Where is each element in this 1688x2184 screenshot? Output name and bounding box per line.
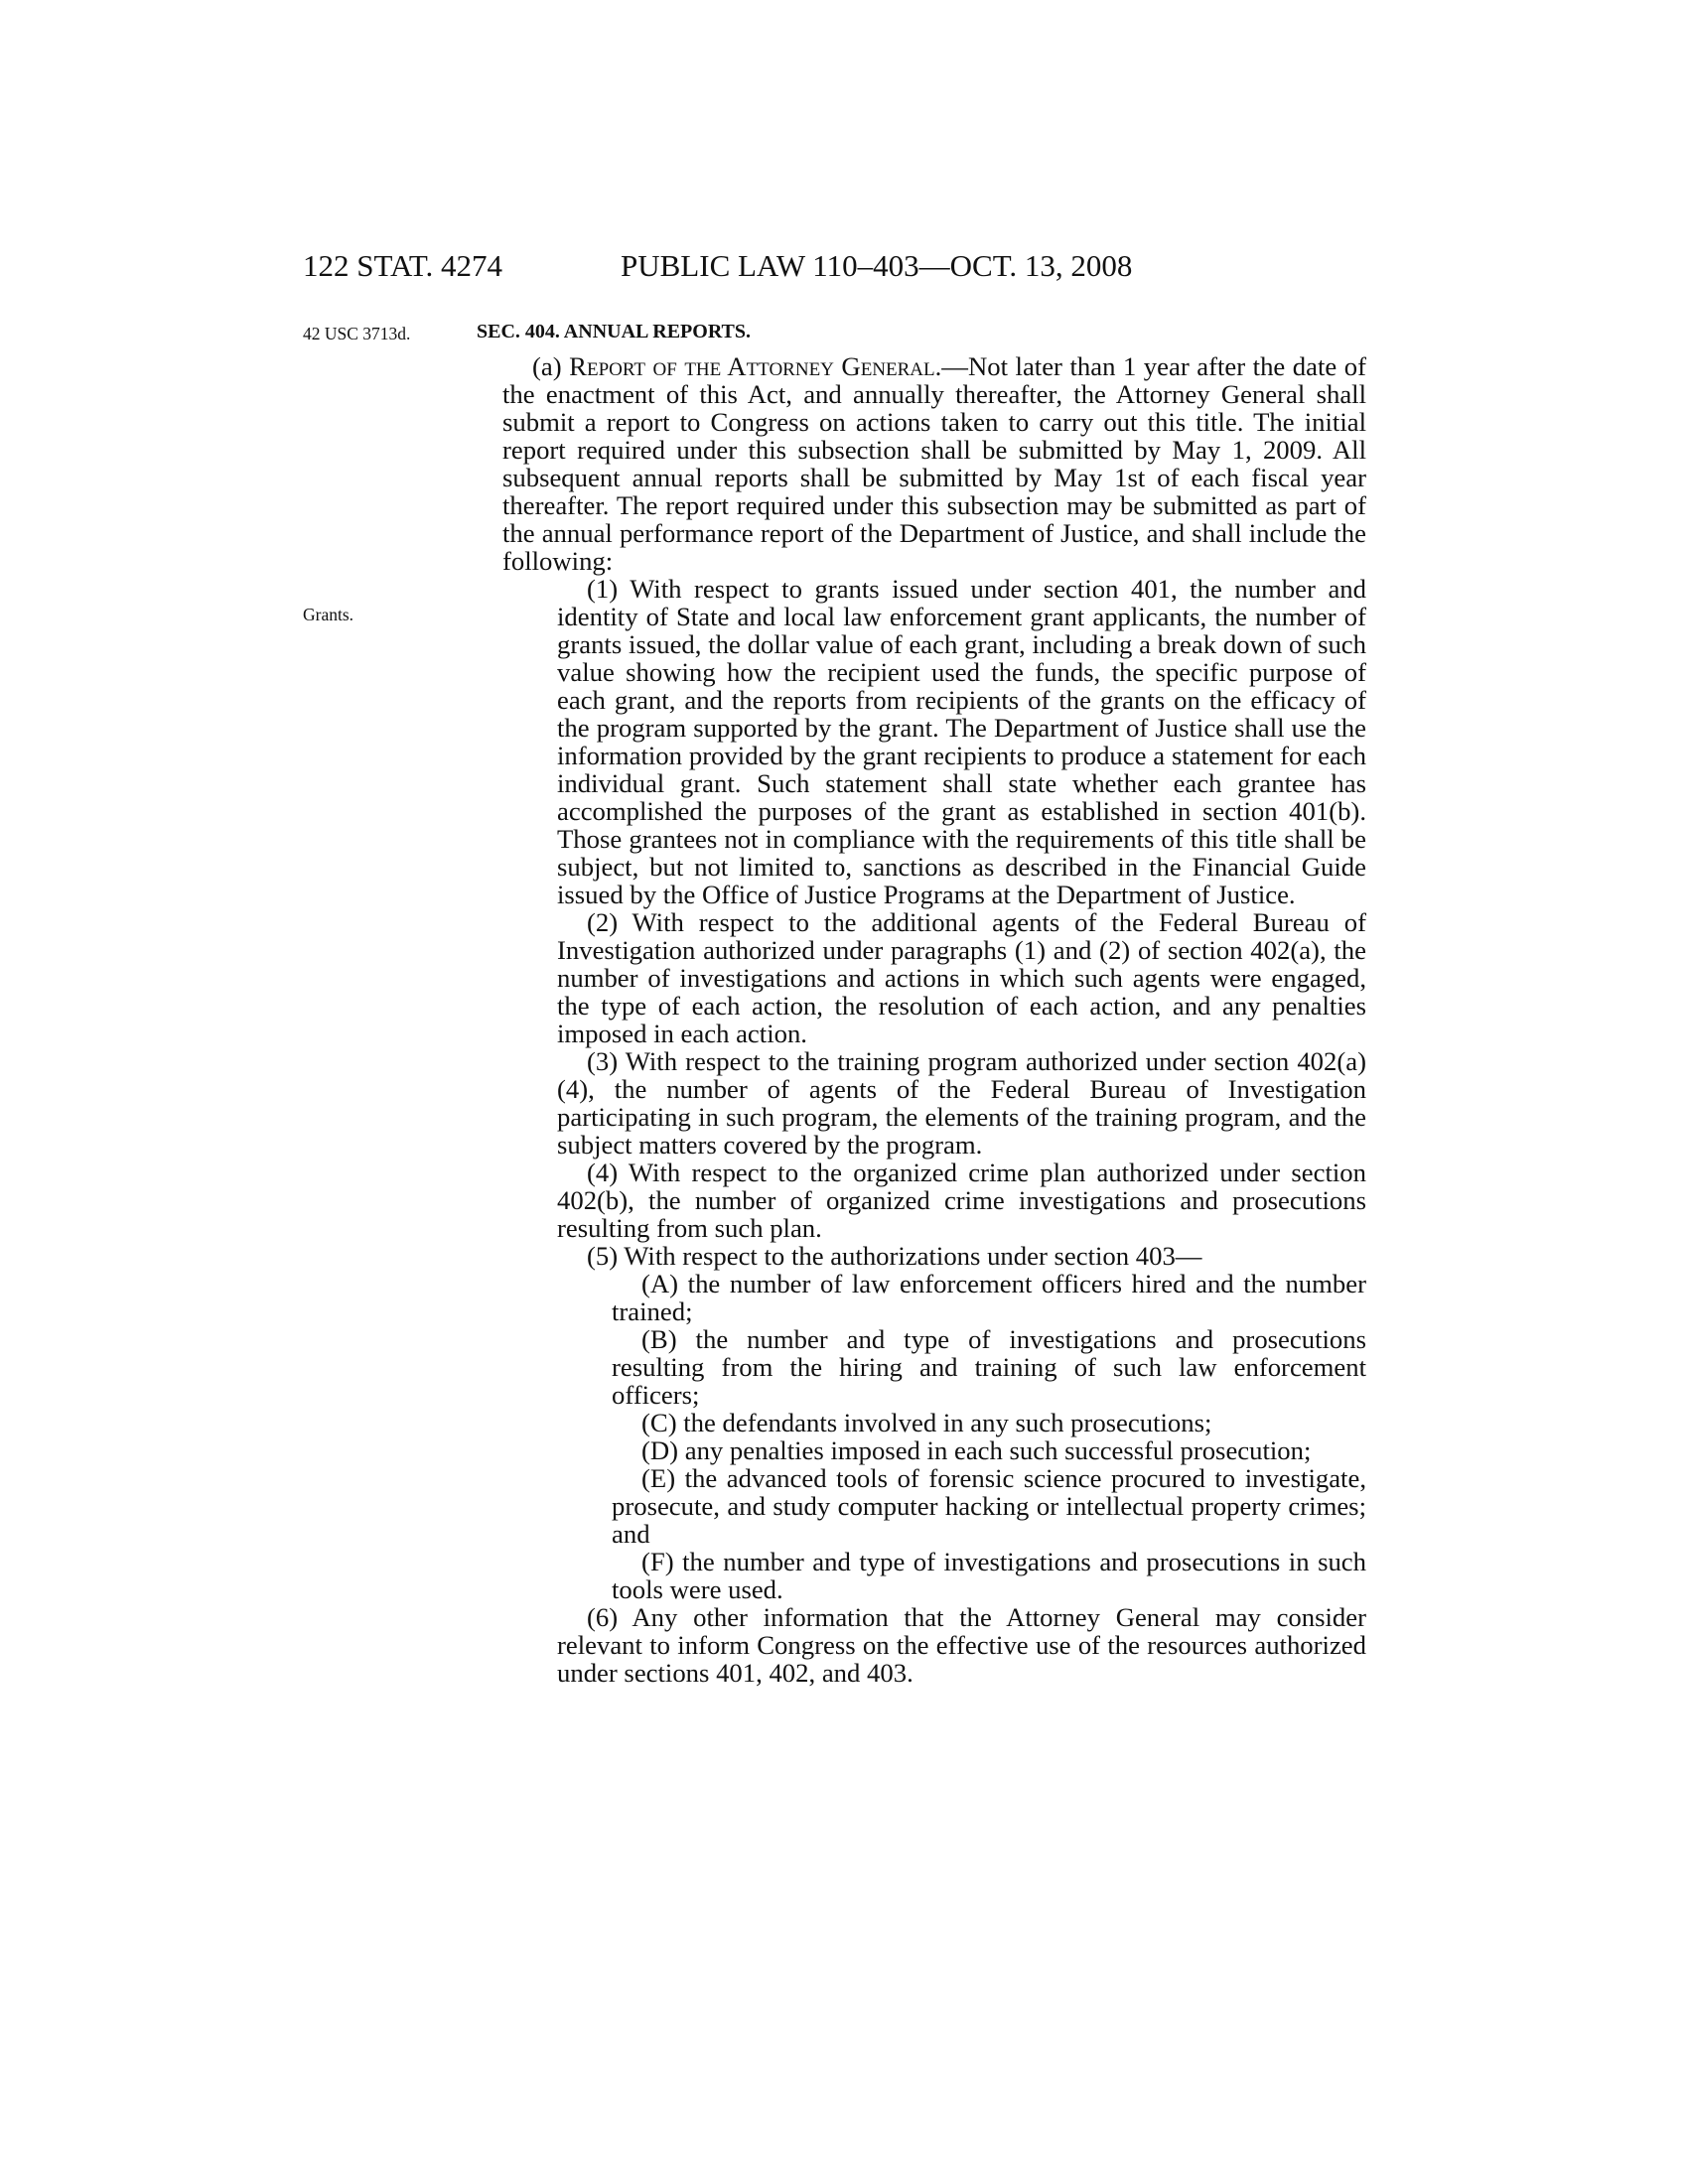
section-body bbox=[502, 352, 1366, 1687]
paragraph-1: (1) With respect to grants issued under section 401, the number and identity of State and local law enforcement grant applicants, the number of grants issued, the dollar value of each grant, including a break down of such value showing how the recipient used the funds, the specific purpose of each grant, and the reports from recipients of the grants on the efficacy of the program supported by the grant. The Department of Justice shall use the information provided by the grant recipients to produce a statement for each individual grant. Such statement shall state whether each grantee has accomplished the purposes of the grant as established in section 401(b). Those grantees not in compliance with the requirements of this title shall be subject, but not limited to, sanctions as described in the Financial Guide issued by the Office of Justice Programs at the Department of Justice. bbox=[557, 574, 1366, 909]
paragraph-6: (6) Any other information that the Attorney General may consider relevant to inform Congress on the effective use of the resources authorized under sections 401, 402, and 403. bbox=[557, 1602, 1366, 1688]
subparagraph-f: (F) the number and type of investigations and prosecutions in such tools were used. bbox=[612, 1547, 1366, 1604]
subparagraph-c: (C) the defendants involved in any such prosecutions; bbox=[641, 1408, 1212, 1437]
subsection-a-text: .—Not later than 1 year after the date of the enactment of this Act, and annually thereafter, the Attorney General shall submit a report to Congress on actions taken to carry out this title. The initial report required under this subsection shall be submitted by May 1, 2009. All subsequent annual reports shall be submitted by May 1st of each fiscal year thereafter. The report required under this subsection may be submitted as part of the annual performance report of the Department of Justice, and shall include the following: bbox=[502, 351, 1366, 576]
stat-page-number: 122 STAT. 4274 bbox=[303, 248, 503, 283]
subparagraph-b: (B) the number and type of investigations and prosecutions resulting from the hiring and training of such law enforcement officers; bbox=[612, 1324, 1366, 1410]
subparagraph-e: (E) the advanced tools of forensic science procured to investigate, prosecute, and study computer hacking or intellectual property crimes; and bbox=[612, 1463, 1366, 1549]
subsection-a-heading: Report of the Attorney General bbox=[569, 351, 935, 381]
section-title: SEC. 404. ANNUAL REPORTS. bbox=[477, 321, 752, 342]
paragraph-5: (5) With respect to the authorizations under section 403— bbox=[587, 1241, 1202, 1271]
paragraph-4: (4) With respect to the organized crime plan authorized under section 402(b), the number of organized crime investigations and prosecutions resulting from such plan. bbox=[557, 1158, 1366, 1243]
paragraph-2: (2) With respect to the additional agents of the Federal Bureau of Investigation authorized under paragraphs (1) and (2) of section 402(a), the number of investigations and actions in which such agents were engaged, the type of each action, the resolution of each action, and any penalties imposed in each action. bbox=[557, 907, 1366, 1048]
subparagraph-a: (A) the number of law enforcement officers hired and the number trained; bbox=[612, 1269, 1366, 1326]
margin-note-grants: Grants. bbox=[303, 605, 354, 624]
margin-note-usc: 42 USC 3713d. bbox=[303, 324, 411, 343]
paragraph-3: (3) With respect to the training program authorized under section 402(a)(4), the number of agents of the Federal Bureau of Investigation participating in such program, the elements of the training program, and the subject matters covered by the program. bbox=[557, 1046, 1366, 1160]
subparagraph-d: (D) any penalties imposed in each such successful prosecution; bbox=[641, 1435, 1312, 1465]
subsection-a bbox=[502, 352, 1366, 575]
running-header-title: PUBLIC LAW 110–403—OCT. 13, 2008 bbox=[621, 248, 1133, 283]
subsection-a-label: (a) bbox=[532, 351, 570, 381]
